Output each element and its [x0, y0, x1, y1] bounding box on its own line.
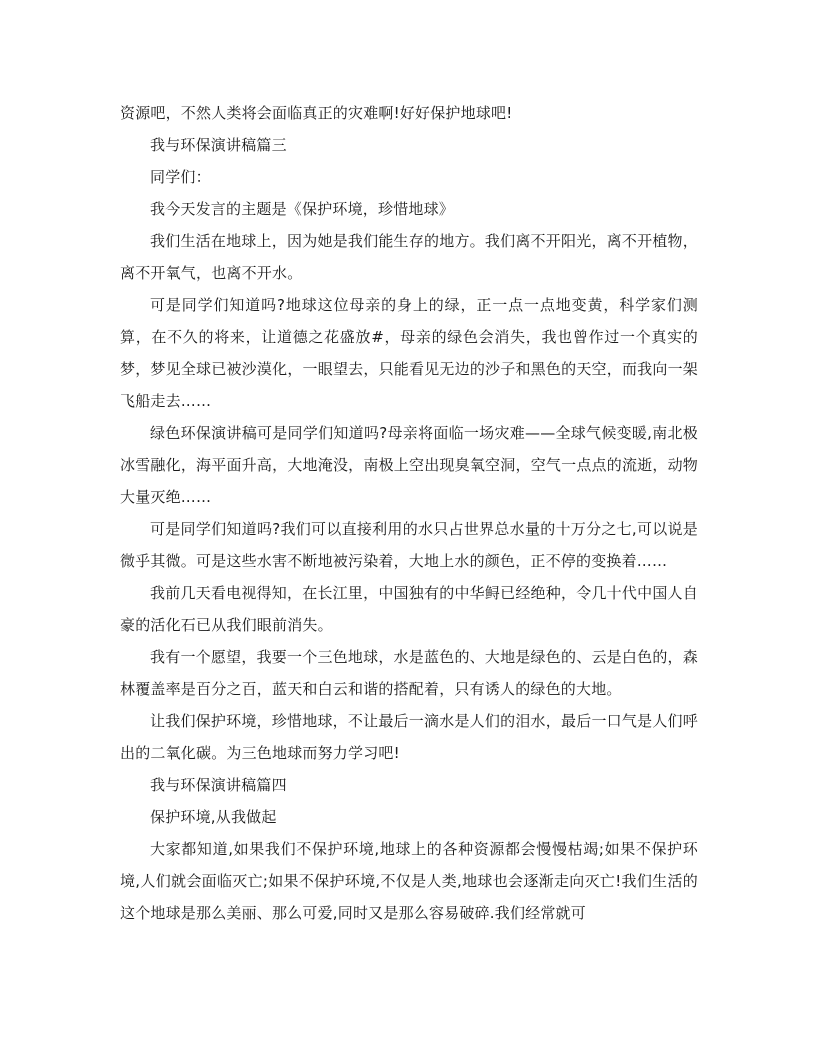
speech-title: 保护环境,从我做起 [150, 808, 277, 826]
paragraph-closing-line: 资源吧，不然人类将会面临真正的灾难啊!好好保护地球吧! [120, 104, 513, 122]
section-heading-part-four: 我与环保演讲稿篇四 [150, 776, 287, 794]
paragraph: 可是同学们知道吗?地球这位母亲的身上的绿，正一点一点地变黄，科学家们测算，在不久的将来，让道德之花盛放#，母亲的绿色会消失，我也曾作过一个真实的梦，梦见全球已被沙漠化，一眼望去，只能看见无边的沙子和黑色的天空，而我向一架飞船走去…… [120, 296, 698, 410]
paragraph: 可是同学们知道吗?我们可以直接利用的水只占世界总水量的十万分之七,可以说是微乎其微。可是这些水害不断地被污染着，大地上水的颜色，正不停的变换着…… [120, 520, 698, 570]
paragraph: 让我们保护环境，珍惜地球，不让最后一滴水是人们的泪水，最后一口气是人们呼出的二氧化碳。为三色地球而努力学习吧! [120, 712, 698, 762]
paragraph: 我有一个愿望，我要一个三色地球，水是蓝色的、大地是绿色的、云是白色的，森林覆盖率是百分之百，蓝天和白云和谐的搭配着，只有诱人的绿色的大地。 [120, 648, 698, 698]
paragraph: 绿色环保演讲稿可是同学们知道吗?母亲将面临一场灾难——全球气候变暖,南北极冰雪融化，海平面升高，大地淹没，南极上空出现臭氧空洞，空气一点点的流逝，动物大量灭绝…… [120, 424, 698, 506]
paragraph: 我前几天看电视得知，在长江里，中国独有的中华鲟已经绝种，令几十代中国人自豪的活化石已从我们眼前消失。 [120, 584, 698, 634]
section-heading-part-three: 我与环保演讲稿篇三 [150, 136, 287, 154]
paragraph-topic: 我今天发言的主题是《保护环境，珍惜地球》 [150, 200, 455, 218]
document-body [120, 97, 698, 929]
paragraph: 大家都知道,如果我们不保护环境,地球上的各种资源都会慢慢枯竭;如果不保护环境,人们就会面临灭亡;如果不保护环境,不仅是人类,地球也会逐渐走向灭亡!我们生活的这个地球是那么美丽、那么可爱,同时又是那么容易破碎.我们经常就可 [120, 840, 698, 922]
paragraph: 我们生活在地球上，因为她是我们能生存的地方。我们离不开阳光，离不开植物，离不开氧气，也离不开水。 [120, 232, 698, 282]
salutation: 同学们： [150, 168, 211, 186]
